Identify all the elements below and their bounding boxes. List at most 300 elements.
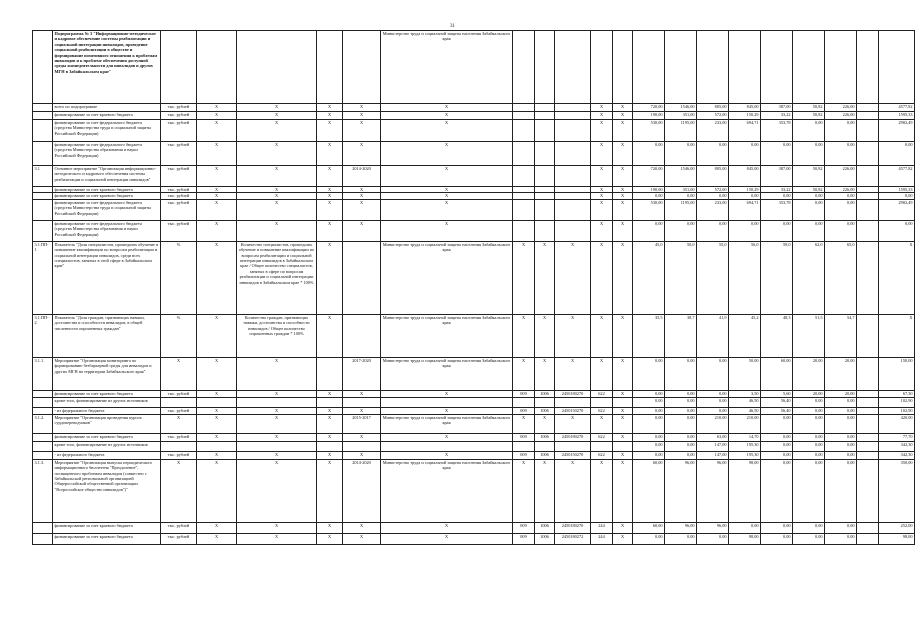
table-cell: кроме того, финансирование из других источников	[53, 441, 161, 451]
table-cell: Х	[613, 314, 633, 357]
table-cell: Х	[237, 451, 317, 459]
table-cell: Х	[237, 407, 317, 414]
table-cell: 0,00	[825, 407, 857, 414]
table-cell: 2015-2017	[343, 414, 381, 433]
table-cell	[237, 31, 317, 104]
table-cell: Х	[197, 241, 237, 314]
table-row	[33, 314, 915, 357]
table-cell: 0,00	[633, 451, 665, 459]
table-row	[33, 459, 915, 522]
table-cell: Х	[197, 522, 237, 533]
table-cell: Х	[613, 187, 633, 193]
table-cell: 0,00	[633, 193, 665, 199]
table-cell	[33, 441, 53, 451]
table-cell	[555, 199, 591, 220]
table-cell: Х	[591, 459, 613, 522]
table-cell: Х	[317, 407, 343, 414]
table-cell: %	[161, 314, 197, 357]
table-cell: 0,00	[697, 390, 729, 397]
table-cell: 65,0	[825, 241, 857, 314]
table-cell: 0,00	[665, 433, 697, 441]
table-cell: 210,00	[729, 414, 761, 433]
table-cell: Х	[197, 314, 237, 357]
table-cell: 147,00	[697, 441, 729, 451]
table-cell	[535, 199, 555, 220]
table-cell	[33, 31, 53, 104]
table-cell: 46,50	[729, 407, 761, 414]
table-cell: Х	[197, 414, 237, 433]
table-cell: 845,00	[729, 104, 761, 112]
table-cell: 2450180270	[555, 433, 591, 441]
table-cell: 50,82	[793, 166, 825, 187]
table-cell: Х	[343, 522, 381, 533]
table-cell	[513, 220, 535, 241]
table-cell: 0,00	[633, 441, 665, 451]
table-cell: 195,30	[729, 451, 761, 459]
table-cell	[513, 31, 535, 104]
table-cell	[33, 390, 53, 397]
table-cell: Х	[591, 414, 613, 433]
table-cell: Х	[613, 522, 633, 533]
table-cell: 0,00	[793, 142, 825, 166]
table-cell: Х	[591, 241, 613, 314]
table-cell: 1006	[535, 533, 555, 544]
table-cell: Количество специалистов, прошедших обучение и повышение квалификации по вопросам реабилитации и социальной интеграции инвалидов в Забайкальском крае / Общее количество специалистов, занятых в сфере по вопросам реабилитации и социальной интеграции инвалидов в Забайкальском крае * 100%	[237, 241, 317, 314]
table-cell: 226,00	[825, 166, 857, 187]
table-cell: Х	[381, 166, 513, 187]
table-cell	[761, 31, 793, 104]
table-cell: тыс. рублей	[161, 433, 197, 441]
table-cell: Х	[343, 390, 381, 397]
table-cell: 3.1	[33, 166, 53, 187]
table-cell: Х	[343, 433, 381, 441]
table-cell	[343, 441, 381, 451]
table-cell: Х	[237, 390, 317, 397]
table-cell: 0,00	[761, 533, 793, 544]
table-cell: 0,00	[825, 199, 857, 220]
table-cell	[161, 441, 197, 451]
table-cell: 0,00	[665, 414, 697, 433]
table-cell: Х	[317, 142, 343, 166]
table-cell: Показатель "Доля граждан, признающих навыки, достоинства и способности инвалидов, в общей численности опрошенных граждан"	[53, 314, 161, 357]
table-cell: Х	[613, 414, 633, 433]
table-cell	[857, 390, 879, 397]
table-cell: 0,00	[697, 397, 729, 407]
table-cell: 98,00	[729, 533, 761, 544]
table-cell: финансирование за счет федерального бюджета (средства Министерства труда и социальной защиты Российской Федерации)	[53, 120, 161, 142]
table-cell: 226,00	[825, 112, 857, 120]
table-cell	[343, 241, 381, 314]
table-cell: 60,00	[633, 522, 665, 533]
table-cell: Х	[879, 314, 915, 357]
table-cell: тыс. рублей	[161, 120, 197, 142]
table-cell	[161, 397, 197, 407]
table-cell: 350,00	[879, 459, 915, 522]
table-cell: Х	[317, 120, 343, 142]
table-cell: Х	[343, 451, 381, 459]
table-cell: 0,00	[729, 522, 761, 533]
table-cell: 0,00	[697, 357, 729, 390]
table-cell	[857, 459, 879, 522]
table-cell: Х	[343, 193, 381, 199]
table-cell: 622	[591, 451, 613, 459]
table-cell: Х	[613, 459, 633, 522]
table-cell	[555, 441, 591, 451]
table-cell: 190,00	[633, 112, 665, 120]
table-cell: Х	[591, 104, 613, 112]
table-cell: 54,7	[825, 314, 857, 357]
table-cell: Х	[237, 459, 317, 522]
table-cell: финансирование за счет федерального бюджета (средства Министерства образования и науки Российской Федерации)	[53, 220, 161, 241]
table-cell: 50,0	[665, 241, 697, 314]
table-cell	[381, 441, 513, 451]
table-cell: Х	[197, 104, 237, 112]
table-cell	[513, 112, 535, 120]
table-cell: Х	[591, 187, 613, 193]
table-cell: Х	[879, 241, 915, 314]
table-cell: 150,29	[729, 187, 761, 193]
table-row	[33, 166, 915, 187]
table-cell	[591, 31, 613, 104]
table-cell: 0,00	[633, 390, 665, 397]
table-cell: Х	[317, 241, 343, 314]
table-cell: 0,00	[793, 459, 825, 522]
table-cell: Х	[237, 120, 317, 142]
table-cell: 20,00	[793, 357, 825, 390]
table-cell	[33, 522, 53, 533]
table-cell: 2450180272	[555, 533, 591, 544]
table-cell: 0,00	[729, 193, 761, 199]
table-cell: Х	[317, 166, 343, 187]
table-cell: 41,9	[697, 314, 729, 357]
table-cell: 67,30	[879, 390, 915, 397]
table-cell: Х	[555, 414, 591, 433]
table-cell: 420,00	[879, 414, 915, 433]
table-row	[33, 397, 915, 407]
table-cell	[879, 31, 915, 104]
table-cell: 1006	[535, 433, 555, 441]
table-cell: 1195,00	[665, 199, 697, 220]
table-cell: Х	[237, 104, 317, 112]
table-cell: финансирование за счет краевого бюджета	[53, 433, 161, 441]
table-cell: 694,71	[729, 199, 761, 220]
table-cell: тыс. рублей	[161, 166, 197, 187]
table-cell: 530,00	[633, 199, 665, 220]
table-cell: 244	[591, 533, 613, 544]
table-cell: Х	[197, 459, 237, 522]
table-row	[33, 199, 915, 220]
table-cell: 0,00	[761, 142, 793, 166]
table-cell	[513, 441, 535, 451]
table-cell: 2450150270	[555, 451, 591, 459]
table-cell: Х	[161, 459, 197, 522]
table-cell: Х	[381, 142, 513, 166]
table-cell: 60,00	[633, 459, 665, 522]
table-cell: тыс. рублей	[161, 142, 197, 166]
table-cell: Х	[197, 142, 237, 166]
table-cell: Х	[591, 199, 613, 220]
table-cell	[161, 31, 197, 104]
table-cell: 20,00	[825, 357, 857, 390]
table-cell: 0,00	[793, 193, 825, 199]
table-cell: 210,00	[697, 414, 729, 433]
table-cell: Х	[197, 533, 237, 544]
table-cell: Х	[197, 390, 237, 397]
table-cell: 845,00	[729, 166, 761, 187]
table-cell	[555, 104, 591, 112]
table-cell: 0,00	[729, 142, 761, 166]
table-cell: тыс. рублей	[161, 199, 197, 220]
table-cell: Х	[237, 193, 317, 199]
table-cell: Х	[197, 357, 237, 390]
table-cell: 226,00	[825, 187, 857, 193]
table-cell: 009	[513, 522, 535, 533]
table-cell: Х	[197, 433, 237, 441]
table-cell: 1595,33	[879, 112, 915, 120]
table-cell: Х	[317, 390, 343, 397]
table-cell	[613, 441, 633, 451]
table-cell	[535, 441, 555, 451]
table-cell	[857, 533, 879, 544]
table-cell: Х	[613, 533, 633, 544]
table-cell: Х	[237, 199, 317, 220]
table-cell: 0,00	[825, 522, 857, 533]
table-cell: 0,00	[697, 533, 729, 544]
table-cell	[33, 112, 53, 120]
table-cell: Х	[317, 414, 343, 433]
table-cell	[613, 397, 633, 407]
table-cell: 233,00	[697, 120, 729, 142]
table-cell: 0,00	[665, 357, 697, 390]
table-cell: Министерство труда и социальной защиты населения Забайкальского края	[381, 314, 513, 357]
table-cell	[555, 142, 591, 166]
table-cell: 102,90	[879, 407, 915, 414]
table-cell: Х	[343, 220, 381, 241]
table-cell	[197, 397, 237, 407]
table-cell: 0,00	[697, 142, 729, 166]
table-cell: 353,78	[761, 120, 793, 142]
table-cell: Х	[237, 166, 317, 187]
table-cell: 0,00	[697, 407, 729, 414]
table-cell: 0,00	[825, 414, 857, 433]
table-cell	[857, 314, 879, 357]
table-cell	[857, 120, 879, 142]
table-cell: Х	[197, 120, 237, 142]
table-cell: 009	[513, 390, 535, 397]
table-row	[33, 533, 915, 544]
table-cell: 805,00	[697, 104, 729, 112]
table-cell: 0,00	[825, 433, 857, 441]
table-cell	[381, 397, 513, 407]
table-cell: 0,00	[665, 451, 697, 459]
table-cell: Х	[343, 533, 381, 544]
table-cell	[591, 441, 613, 451]
table-cell: 3.1.ПП-2	[33, 314, 53, 357]
table-cell	[33, 120, 53, 142]
table-cell: 342,30	[879, 451, 915, 459]
table-cell: 3.1.2.	[33, 414, 53, 433]
table-cell: 0,00	[793, 220, 825, 241]
table-cell: кроме того, финансирование из других источников	[53, 397, 161, 407]
table-cell	[857, 522, 879, 533]
table-cell: тыс. рублей	[161, 522, 197, 533]
table-cell: 252,00	[879, 522, 915, 533]
table-cell	[343, 31, 381, 104]
table-cell: 0,00	[665, 397, 697, 407]
table-cell: 009	[513, 451, 535, 459]
table-cell: 96,00	[697, 459, 729, 522]
table-cell: Х	[381, 187, 513, 193]
table-cell: 195,30	[729, 441, 761, 451]
table-cell: Х	[317, 433, 343, 441]
table-cell: 387,00	[761, 166, 793, 187]
table-cell: 2014-2020	[343, 166, 381, 187]
table-cell: 351,00	[665, 112, 697, 120]
table-cell: Х	[381, 407, 513, 414]
table-cell	[197, 441, 237, 451]
table-cell: Х	[197, 199, 237, 220]
table-cell: 35,5	[633, 314, 665, 357]
table-cell	[857, 407, 879, 414]
table-cell: финансирование за счет краевого бюджета	[53, 522, 161, 533]
table-cell	[343, 314, 381, 357]
table-cell: 0,00	[697, 220, 729, 241]
table-cell	[535, 112, 555, 120]
table-cell: Х	[197, 187, 237, 193]
table-cell: Х	[317, 104, 343, 112]
table-cell	[197, 31, 237, 104]
table-cell: 96,00	[697, 522, 729, 533]
table-cell: 0,00	[825, 459, 857, 522]
table-cell: финансирование за счет федерального бюджета (средства Министерства образования и науки Российской Федерации)	[53, 142, 161, 166]
table-cell: Х	[381, 522, 513, 533]
table-cell: 3.1.ПП-1	[33, 241, 53, 314]
table-cell	[555, 397, 591, 407]
table-cell: тыс. рублей	[161, 220, 197, 241]
table-cell: 0,00	[761, 441, 793, 451]
table-cell: Показатель "Доля специалистов, прошедших обучение и повышение квалификации по вопросам реабилитации и социальной интеграции инвалидов, среди всех специалистов, занятых в этой сфере в Забайкальском крае"	[53, 241, 161, 314]
table-cell: Х	[317, 522, 343, 533]
table-cell: Х	[613, 433, 633, 441]
table-cell: Х	[197, 220, 237, 241]
table-cell: 244	[591, 522, 613, 533]
table-cell: Х	[613, 220, 633, 241]
table-cell: 59,0	[761, 241, 793, 314]
table-cell: 2450180270	[555, 522, 591, 533]
table-cell: 45,0	[633, 241, 665, 314]
table-cell: Мероприятие "Организация мониторинга по формированию безбарьерной среды для инвалидов и других МГН на территории Забайкальского края"	[53, 357, 161, 390]
table-cell: 233,00	[697, 199, 729, 220]
table-cell: Х	[535, 357, 555, 390]
table-cell: 1006	[535, 407, 555, 414]
table-cell: Х	[343, 407, 381, 414]
table-cell: 0,00	[761, 433, 793, 441]
table-cell: Мероприятие "Организация проведения курсов сурдопереводчиков"	[53, 414, 161, 433]
table-cell: 1006	[535, 451, 555, 459]
table-cell: 0,00	[761, 451, 793, 459]
table-cell	[513, 104, 535, 112]
table-cell: 2450180270	[555, 390, 591, 397]
table-cell: Х	[613, 166, 633, 187]
table-cell	[613, 31, 633, 104]
table-cell: 1546,00	[665, 166, 697, 187]
table-cell	[317, 357, 343, 390]
table-cell: 009	[513, 533, 535, 544]
table-cell: 33,22	[761, 112, 793, 120]
table-cell: Министерство труда и социальной защиты населения Забайкальского края	[381, 31, 513, 104]
table-cell: финансирование за счет краевого бюджета	[53, 187, 161, 193]
table-row	[33, 357, 915, 390]
table-cell: Х	[237, 142, 317, 166]
table-cell: Х	[317, 533, 343, 544]
table-cell: Министерство труда и социальной защиты населения Забайкальского края	[381, 357, 513, 390]
table-cell	[33, 142, 53, 166]
table-cell: Х	[555, 241, 591, 314]
table-row	[33, 433, 915, 441]
table-cell: финансирование за счет краевого бюджета	[53, 193, 161, 199]
table-cell: 0,00	[825, 441, 857, 451]
table-cell: 0,00	[761, 459, 793, 522]
table-cell: 50,00	[729, 357, 761, 390]
table-cell: Х	[343, 199, 381, 220]
table-cell	[535, 31, 555, 104]
table-cell	[665, 31, 697, 104]
table-cell	[33, 199, 53, 220]
table-cell	[825, 31, 857, 104]
table-cell	[857, 199, 879, 220]
table-cell: 0,00	[697, 193, 729, 199]
table-cell: 0,00	[825, 193, 857, 199]
table-cell: Х	[513, 314, 535, 357]
table-cell	[33, 104, 53, 112]
table-cell	[317, 31, 343, 104]
table-row	[33, 414, 915, 433]
table-cell: Х	[381, 433, 513, 441]
table-row	[33, 142, 915, 166]
table-cell: 0,00	[633, 407, 665, 414]
table-cell: тыс. рублей	[161, 104, 197, 112]
table-cell: 0,00	[665, 142, 697, 166]
table-cell: Х	[381, 390, 513, 397]
table-cell: 51,5	[793, 314, 825, 357]
table-cell: 63,00	[697, 433, 729, 441]
table-cell: Х	[317, 193, 343, 199]
table-cell: 009	[513, 433, 535, 441]
table-cell: 2982,49	[879, 199, 915, 220]
table-cell: 0,00	[825, 120, 857, 142]
table-cell	[555, 112, 591, 120]
table-cell	[535, 142, 555, 166]
table-cell: - из федерального бюджета	[53, 451, 161, 459]
table-cell: Х	[381, 120, 513, 142]
table-cell: Х	[613, 193, 633, 199]
table-cell	[535, 397, 555, 407]
table-cell: 45,2	[729, 314, 761, 357]
table-cell: 2450150270	[555, 407, 591, 414]
table-cell: 0,00	[793, 414, 825, 433]
table-cell: Х	[535, 241, 555, 314]
table-cell: Х	[237, 414, 317, 433]
table-cell: Министерство труда и социальной защиты населения Забайкальского края	[381, 459, 513, 522]
table-cell: 622	[591, 433, 613, 441]
table-cell: 14,70	[729, 433, 761, 441]
table-cell: 56,40	[761, 397, 793, 407]
table-cell: Х	[237, 522, 317, 533]
table-cell: Х	[535, 314, 555, 357]
table-cell: Х	[613, 112, 633, 120]
table-cell: Х	[237, 112, 317, 120]
table-cell: 0,00	[793, 433, 825, 441]
